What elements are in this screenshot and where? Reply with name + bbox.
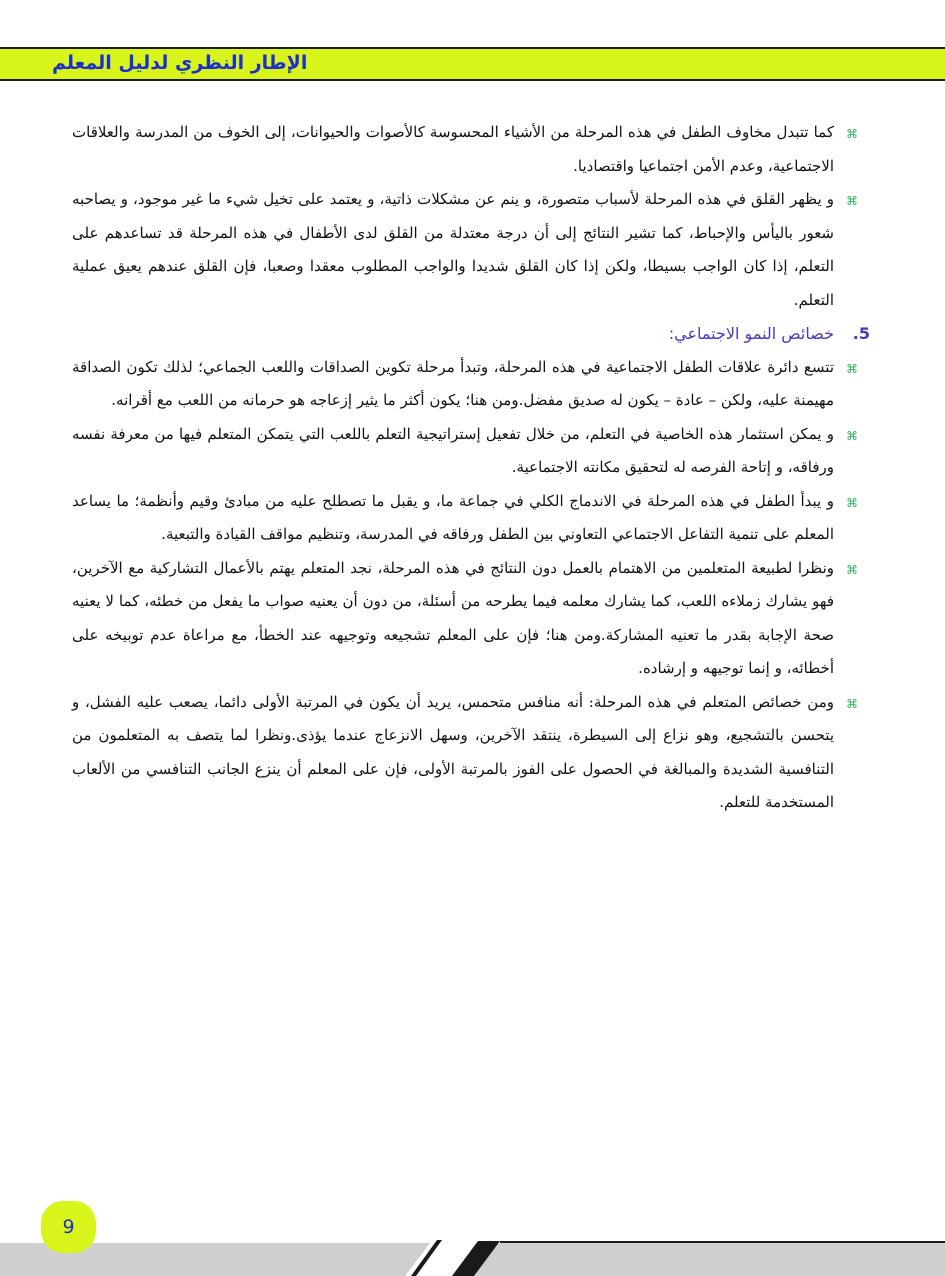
- page-number-badge: [41, 1201, 96, 1253]
- list-item-text: و يبدأ الطفل في هذه المرحلة في الاندماج الكلي في جماعة ما، و يقبل ما تصطلح عليه من مبادئ وقيم وأنظمة؛ ما يساعد المعلم على تنمية التفاعل الاجتماعي التعاوني بين الطفل ورفاقه في المدرسة، وتنظيم مواقف القيادة والتبعية.: [72, 491, 834, 543]
- list-item-text: و يمكن استثمار هذه الخاصية في التعلم، من خلال تفعيل إستراتيجية التعلم باللعب التي يتمكن المتعلم فيها من معرفة نفسه ورفاقه، و إتاحة الفرصه له لتحقيق مكانته الاجتماعية.: [72, 424, 834, 476]
- page-number: 9: [62, 1216, 75, 1238]
- footer-decoration: [0, 1238, 945, 1276]
- section-heading: [72, 317, 870, 351]
- list-item-text: كما تتبدل مخاوف الطفل في هذه المرحلة من الأشياء المحسوسة كالأصوات والحيوانات، إلى الخوف من المدرسة والعلاقات الاجتماعية، وعدم الأمن اجتماعيا واقتصاديا.: [72, 123, 834, 175]
- page-content: [72, 116, 870, 820]
- list-item: [72, 686, 860, 820]
- list-item: [72, 183, 860, 317]
- footer-grey-band-right: [452, 1243, 945, 1276]
- list-item: [72, 485, 860, 552]
- header-title: الإطار النظري لدليل المعلم: [52, 52, 308, 74]
- bullet-marker-icon: ⌘: [846, 495, 858, 510]
- section-number: 5.: [852, 324, 870, 343]
- list-item: [72, 552, 860, 686]
- bullet-marker-icon: ⌘: [846, 194, 858, 208]
- section-title: خصائص النمو الاجتماعي:: [668, 324, 834, 343]
- list-item-text: و يظهر القلق في هذه المرحلة لأسباب متصورة، و ينم عن مشكلات ذاتية، و يعتمد على تخيل شيء ما غير موجود، و يصاحبه شعور باليأس والإحباط، كما تشير النتائج إلى أن درجة معتدلة من القلق لدى الأطفال في هذه المرحلة قد تساعدهم على التعلم، إذا كان الواجب بسيطا، ولكن إذا كان القلق شديدا والواجب المطلوب معقدا وصعبا، فإن القلق عندهم يعيق عملية التعلم.: [72, 190, 834, 309]
- list-item: [72, 351, 860, 418]
- header-bar: [0, 47, 945, 81]
- bullet-marker-icon: ⌘: [846, 696, 858, 711]
- bullet-marker-icon: ⌘: [846, 127, 858, 141]
- list-item: [72, 418, 860, 485]
- bullet-marker-icon: ⌘: [846, 562, 858, 577]
- list-item: [72, 116, 860, 183]
- list-item-text: تتسع دائرة علاقات الطفل الاجتماعية في هذه المرحلة، وتبدأ مرحلة تكوين الصداقات واللعب الجماعي؛ لذلك تكون الصداقة مهيمنة عليه، ولكن – عادة – يكون له صديق مفضل.ومن هنا؛ يكون أكثر ما يثير إزعاجه هو حرمانه من اللعب مع أقرانه.: [72, 357, 834, 409]
- list-item-text: ونظرا لطبيعة المتعلمين من الاهتمام بالعمل دون النتائج في هذه المرحلة، نجد المتعلم يهتم بالأعمال التشاركية مع الآخرين، فهو يشارك زملاءه اللعب، كما يشارك معلمه فيما يطرحه من أسئلة، من دون أن يعنيه صواب ما يفعل من خطئه، كما لا يعنيه صحة الإجابة بقدر ما تعنيه المشاركة.ومن هنا؛ فإن على المعلم تشجيعه وتوجيهه عند الخطأ، مع مراعاة عدم توبيخه على أخطائه، و إنما توجيهه و إرشاده.: [72, 558, 834, 677]
- list-item-text: ومن خصائص المتعلم في هذه المرحلة: أنه منافس متحمس، يريد أن يكون في المرتبة الأولى دائما، يصعب عليه الفشل، و يتحسن بالتشجيع، وهو نزاع إلى السيطرة، ينتقد الآخرين، وسهل الانزعاج عندما يؤذى.ونظرا لما يتصف به المتعلمون من التنافسية الشديدة والمبالغة في الحصول على الفوز بالمرتبة الأولى، فإن على المعلم أن ينزع الجانب التنافسي من الألعاب المستخدمة للتعلم.: [72, 692, 834, 811]
- bullet-marker-icon: ⌘: [846, 428, 858, 443]
- bullet-marker-icon: ⌘: [846, 361, 858, 376]
